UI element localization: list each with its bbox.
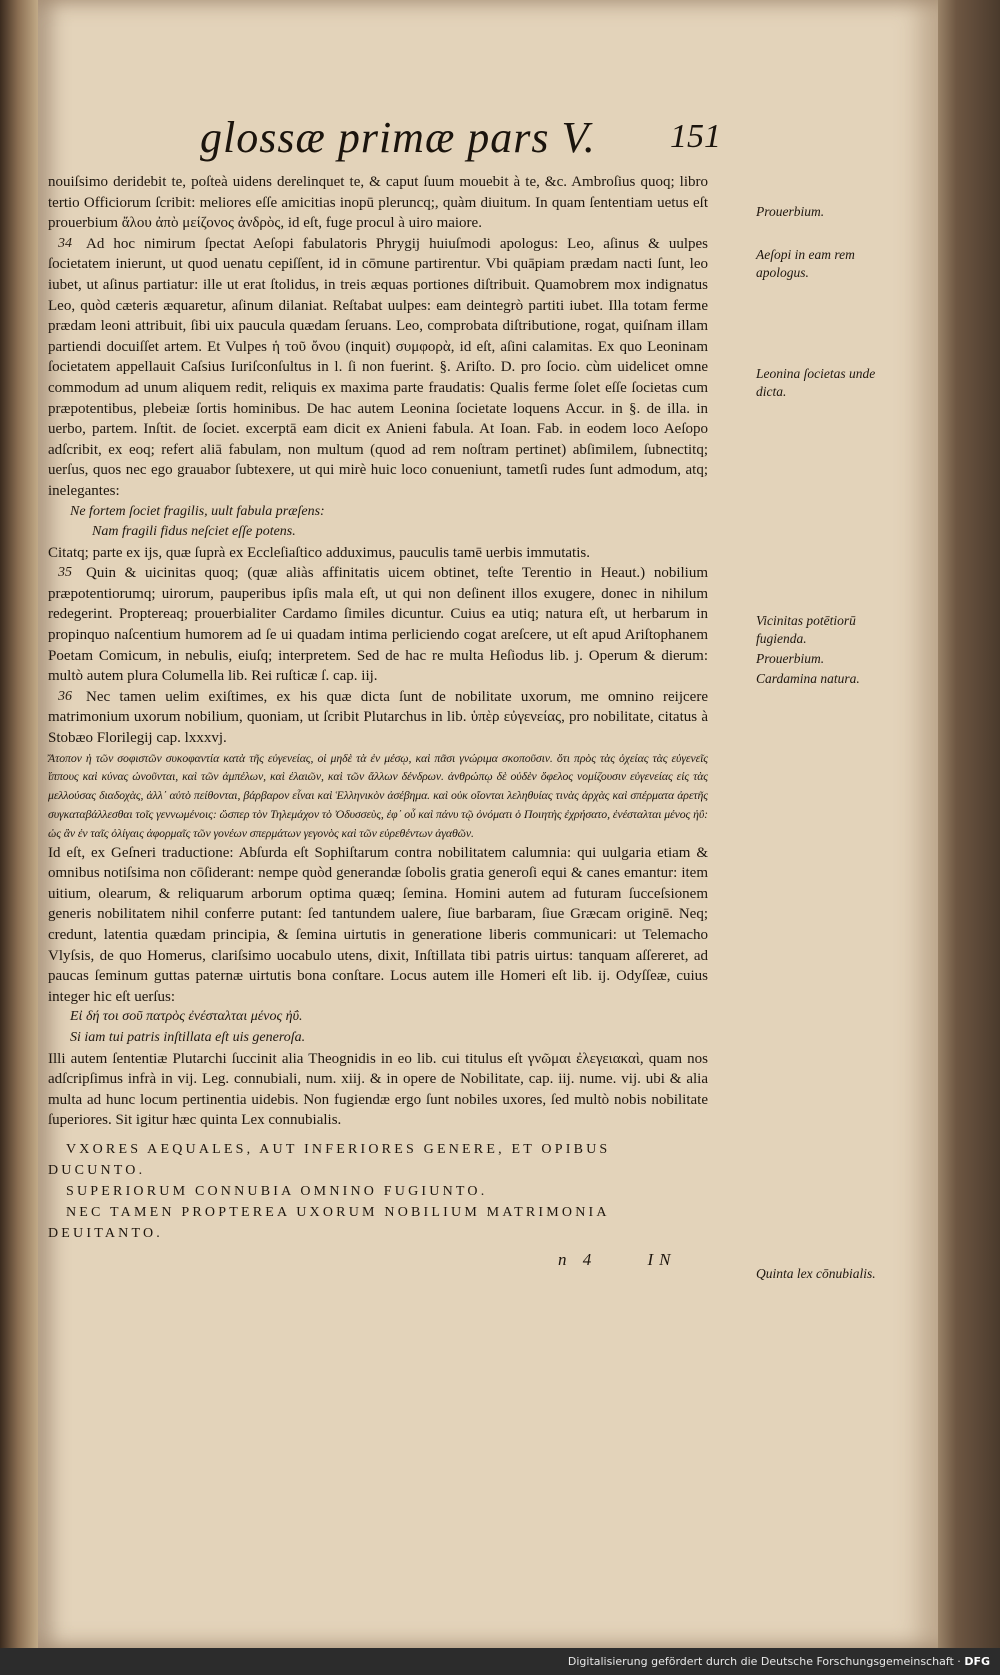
sidenote: Aeſopi in eam rem apologus. (756, 247, 855, 280)
sidenote: Prouerbium. (756, 651, 825, 666)
dfg-logo: DFG (964, 1655, 990, 1668)
paragraph: Id eſt, ex Geſneri traductione: Abſurda eſt Sophiſtarum contra nobilitatem calumnia: qui uulgaria etiam & omnibus notiſsima non cōſiderant: nempe quòd generandæ ſobolis gratia generoſi equi & canes emantur: item uitium, olearum, & reliquarum arborum optima quæq; ſemina. Homini autem ad futuram ſucceſsionem generis nobilitatem nihil conferre putant: ſed tantundem ualere, ſiue barbaram, ſiue Græcam originē. Neq; credunt, latentia quædam principia, & ſemina uirtutis in generatione liberis communicari: ut Telemacho Vlyſsis, de quo Homerus, clariſsimo uocabulo utens, dixit, Inſtillata tibi patris uirtus: tanquam aſſereret, ad paucas ſeminum guttas paternæ uirtutis bona conſtare. Locus autem ille Homeri eſt lib. ij. Odyſſeæ, cuius integer hic eſt uerſus: (48, 844, 708, 1005)
running-head (200, 112, 760, 172)
sidenote: Leonina ſocietas unde dicta. (756, 366, 876, 399)
paragraph-35 (48, 563, 708, 687)
paragraph-34 (48, 234, 708, 502)
law-line: VXORES AEQUALES, AUT INFERIORES GENERE, ET OPIBUS DUCUNTO. (48, 1141, 611, 1178)
footer-text: Digitalisierung gefördert durch die Deutsche Forschungsgemeinschaft (567, 1655, 954, 1668)
running-title: glossæ primæ pars V. (200, 113, 596, 162)
catchword: IN (647, 1249, 677, 1269)
main-text (48, 172, 708, 1271)
law-text (48, 1139, 708, 1244)
folio-number: 151 (670, 118, 721, 155)
greek-verse: Εἰ δή τοι σοῦ πατρὸς ἐνέσταλται μένος ἠΰ. (70, 1009, 303, 1025)
paragraph: Illi autem ſententiæ Plutarchi ſuccinit alia Theognidis in eo lib. cui titulus eſt γνῶμαι ἐλεγειακαὶ, quam nos adſcripſimus infrà in vij. Leg. connubiali, num. xiij. & in opere de Nobilitate, cap. iij. nume. vij. ubi & alia multa ad hunc locum pertinentia uidebis. Non fugiendæ ergo ſunt nobiles uxores, ſed multò nobis nobilitate ſuperiores. Sit igitur hæc quinta Lex connubialis. (48, 1050, 708, 1129)
page-edges (938, 0, 1000, 1648)
paragraph-text: Nec tamen uelim exiſtimes, ex his quæ dicta ſunt de nobilitate uxorum, me omnino reijcere matrimonium uxorum nobilium, quoniam, ut ſcribit Plutarchus in lib. ὑπὲρ εὐγενείας, pro nobilitate, citatus à Stobæo Florilegij cap. lxxxvj. (48, 688, 708, 747)
signature-mark: n 4 (558, 1249, 598, 1269)
sidenote: Vicinitas potētiorū fugienda. (756, 613, 856, 646)
sidenote: Cardamina natura. (756, 671, 860, 686)
paragraph: nouiſsimo deridebit te, poſteà uidens derelinquet te, & caput ſuum mouebit à te, &c. Ambroſius quoq; libro tertio Officiorum ſcribit: meliores eſſe amicitias inopū pleruncq;, quàm diuitum. In quam ſententiam uetus eſt prouerbium ἄλου ἀπὸ μείζονος ἀνδρὸς, id eſt, fuge procul à uiro maiore. (48, 174, 708, 232)
signature-line (48, 1250, 708, 1271)
law-line: NEC TAMEN PROPTEREA UXORUM NOBILIUM MATRIMONIA DEUITANTO. (48, 1204, 609, 1241)
sidenote: Quinta lex cōnubialis. (756, 1266, 876, 1281)
paragraph-36 (48, 687, 708, 749)
paragraph-number: 35 (58, 565, 72, 581)
latin-verse: Si iam tui patris inſtillata eſt uis generoſa. (70, 1029, 306, 1045)
law-line: SUPERIORUM CONNUBIA OMNINO FUGIUNTO. (66, 1183, 488, 1199)
paragraph-number: 36 (58, 688, 72, 704)
paragraph: Citatq; parte ex ijs, quæ ſuprà ex Eccleſiaſtico adduximus, pauculis tamē uerbis immutatis. (48, 544, 590, 561)
greek-quotation: Ἄτοπον ἡ τῶν σοφιστῶν συκοφαντία κατὰ τῆς εὐγενείας, οἱ μηδὲ τὰ ἐν μέσῳ, καὶ πᾶσι γνώριμα σκοποῦσιν. ὅτι πρὸς τὰς ὀχείας τὰς εὐγενεῖς ἵππους καὶ κύνας ὠνοῦνται, καὶ τῶν ἀμπέλων, καὶ ἐλαιῶν, καὶ τῶν ἄλλων δένδρων. ἀνθρώπῳ δὲ οὐδὲν ὄφελος νομίζουσιν εὐγενείας εἰς τὰς μελλούσας διαδοχὰς, ἀλλ᾽ αὐτὸ πείθονται, βάρβαρον εἶναι καὶ Ἑλληνικὸν ἀσέβημα. καὶ οὐκ οἴονται λεληθυίας τινὰς ἀρχὰς καὶ σπέρματα ἀρετῆς συγκαταβάλλεσθαι τοῖς γεννωμένοις: ὥσπερ τὸν Τηλεμάχον τὸ Ὀδυσσεὺς, ἐφ᾽ οὗ καὶ πάνυ τῷ ὀνόματι ὁ Ποιητὴς ἐχρήσατο, ἐνέσταλται μένος ἠΰ: ὡς ἂν ἐν ταῖς ὀλίγαις ἀφορμαῖς τῶν γονέων σπερμάτων γεγονὸς καὶ τῶν εὐρεθέντων ἀγαθῶν. (48, 750, 708, 840)
paragraph-text: Quin & uicinitas quoq; (quæ aliàs affinitatis uicem obtinet, teſte Terentio in Heaut.) nobilium præpotentiorumq; uirorum, pauperibus ipſis mala eſt, ut qui non deſinent illos exugere, donec in nihilum redegerint. Proptereaq; prouerbialiter Cardamo ſimiles dicuntur. Cuius ea utiq; natura eſt, ut herbarum in propinquo naſcentium humorem ad ſe ui quadam intima perliciendo cogat areſcere, ut eſt apud Ariſtophanem Poetam Comicum, in nebulis, eiuſq; interpretem. Sed de hac re multa Heſiodus lib. j. Operum & dierum: multò autem plura Columella lib. Rei ruſticæ ſ. cap. iij. (48, 565, 708, 685)
verse-line: Nam fragili fidus neſciet eſſe potens. (92, 524, 296, 540)
paragraph-text: Ad hoc nimirum ſpectat Aeſopi fabulatoris Phrygij huiuſmodi apologus: Leo, aſinus & uulpes ſocietatem inierunt, ut quod uenatu cepiſſent, id in cōmune partirentur. Vbi quāpiam prædam nacti ſunt, leo iubet, ut aſinus partiatur: ille ut erat ſtolidus, in treis æquas portiones diſtribuit. Quamobrem mox indignatus Leo, quòd cæteris æquaretur, aſinum dilaniat. Reſtabat uulpes: eam deintegrò partiti iubet. Illa totam ferme prædam leoni attribuit, ſibi uix paucula quædam ſeruans. Leo, comprobata diſtributione, rogat, quiſnam illam partiendi docuiſſet artem. Et Vulpes ἡ τοῦ ὄνου (inquit) συμφορὰ, id eſt, aſini calamitas. Ex quo Leoninam ſocietatem appellauit Caſsius Iuriſconſultus in l. ſi non fuerint. §. Ariſto. D. pro ſocio. cùm uidelicet omne commodum ad unum aliquem redit, reliquis ex maxima parte fraudatis: Qualis ferme ſolet eſſe ſocietas cum præpotentibus, plebeiæ ſortis hominibus. De hac autem Leonina ſocietate loquens Accur. in §. de illa. in uerbo, partem. Inſtit. de ſociet. excerptā eam dicit ex Anieni fabula. At Ioan. Fab. in eodem loco Aeſopo adſcribit, ex eoq; refert aliā fabulam, non multum (quod ad rem noſtram pertinet) abſimilem, ſubnectitq; uerſus, quos nec ego grauabor ſubtexere, ut qui mirè huic loco conueniunt, tametſi rudes ſunt admodum, atq; inelegantes: (48, 235, 708, 499)
sidenote: Prouerbium. (756, 204, 825, 219)
digitization-footer: Digitalisierung gefördert durch die Deutsche Forschungsgemeinschaft · DFG (0, 1648, 1000, 1675)
verse-line: Ne fortem ſociet fragilis, uult fabula præſens: (70, 503, 325, 519)
paragraph-number: 34 (58, 235, 72, 251)
